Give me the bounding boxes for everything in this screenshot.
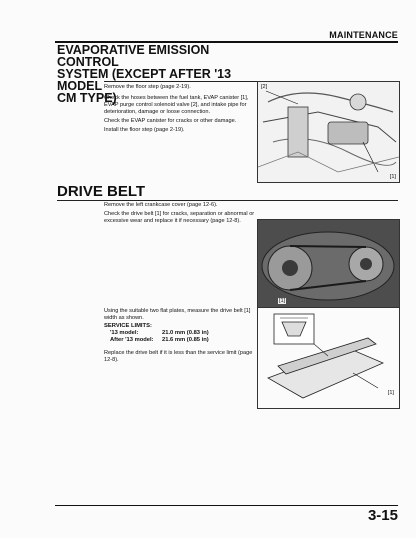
belt-measure-figure — [257, 307, 400, 409]
service-limit-row-1 — [104, 330, 256, 337]
service-limit-row-2 — [104, 337, 256, 344]
evap-step-1: Remove the floor step (page 2-19). — [104, 84, 191, 90]
belt-step-1: Remove the left crankcase cover (page 12-6). — [104, 202, 218, 208]
belt-photo-callout: [1] — [279, 298, 286, 304]
belt-illustration — [258, 220, 399, 308]
evap-callout-1: [1] — [389, 174, 396, 180]
evap-step-4: Install the floor step (page 2-19). — [104, 127, 185, 133]
evap-step-3: Check the EVAP canister for cracks or other damage. — [104, 118, 237, 124]
drive-belt-rule — [57, 200, 398, 201]
evap-title-line-3: CM TYPE) — [57, 91, 117, 105]
evap-title-line-1: EVAPORATIVE EMISSION CONTROL — [57, 43, 210, 69]
limit-value-2: 21.6 mm (0.85 in) — [162, 337, 209, 343]
measure-callout: [1] — [387, 390, 394, 396]
limit-label-2: After '13 model: — [110, 337, 154, 343]
service-limits — [104, 323, 256, 344]
evap-step-2: Check the hoses between the fuel tank, EVAP canister [1], EVAP purge control solenoid valve [2], and intake pipe for deterioration, damage or loose connection. — [104, 95, 249, 115]
drive-belt-title: DRIVE BELT — [57, 183, 146, 200]
belt-step-2: Check the drive belt [1] for cracks, separation or abnormal or excessive wear and replace it if necessary (page 12-8). — [104, 211, 255, 224]
section-header: MAINTENANCE — [329, 30, 398, 40]
measure-illustration — [258, 308, 399, 408]
belt-photo — [257, 219, 400, 309]
service-limits-title: SERVICE LIMITS: — [104, 323, 152, 329]
belt-measure-text: Using the suitable two flat plates, measure the drive belt [1] width as shown. — [104, 308, 251, 321]
evap-title-line-2: SYSTEM (EXCEPT AFTER '13 MODEL — [57, 67, 232, 93]
evap-callout-2: [2] — [261, 84, 268, 90]
limit-label-1: '13 model: — [110, 330, 139, 336]
belt-replace-text: Replace the drive belt if it is less than the service limit (page 12-8). — [104, 350, 253, 363]
footer-rule — [55, 505, 398, 506]
limit-value-1: 21.0 mm (0.83 in) — [162, 330, 209, 336]
evap-rule — [104, 81, 258, 82]
evap-illustration — [258, 82, 399, 182]
page-number: 3-15 — [367, 507, 398, 524]
evap-figure — [257, 81, 400, 183]
